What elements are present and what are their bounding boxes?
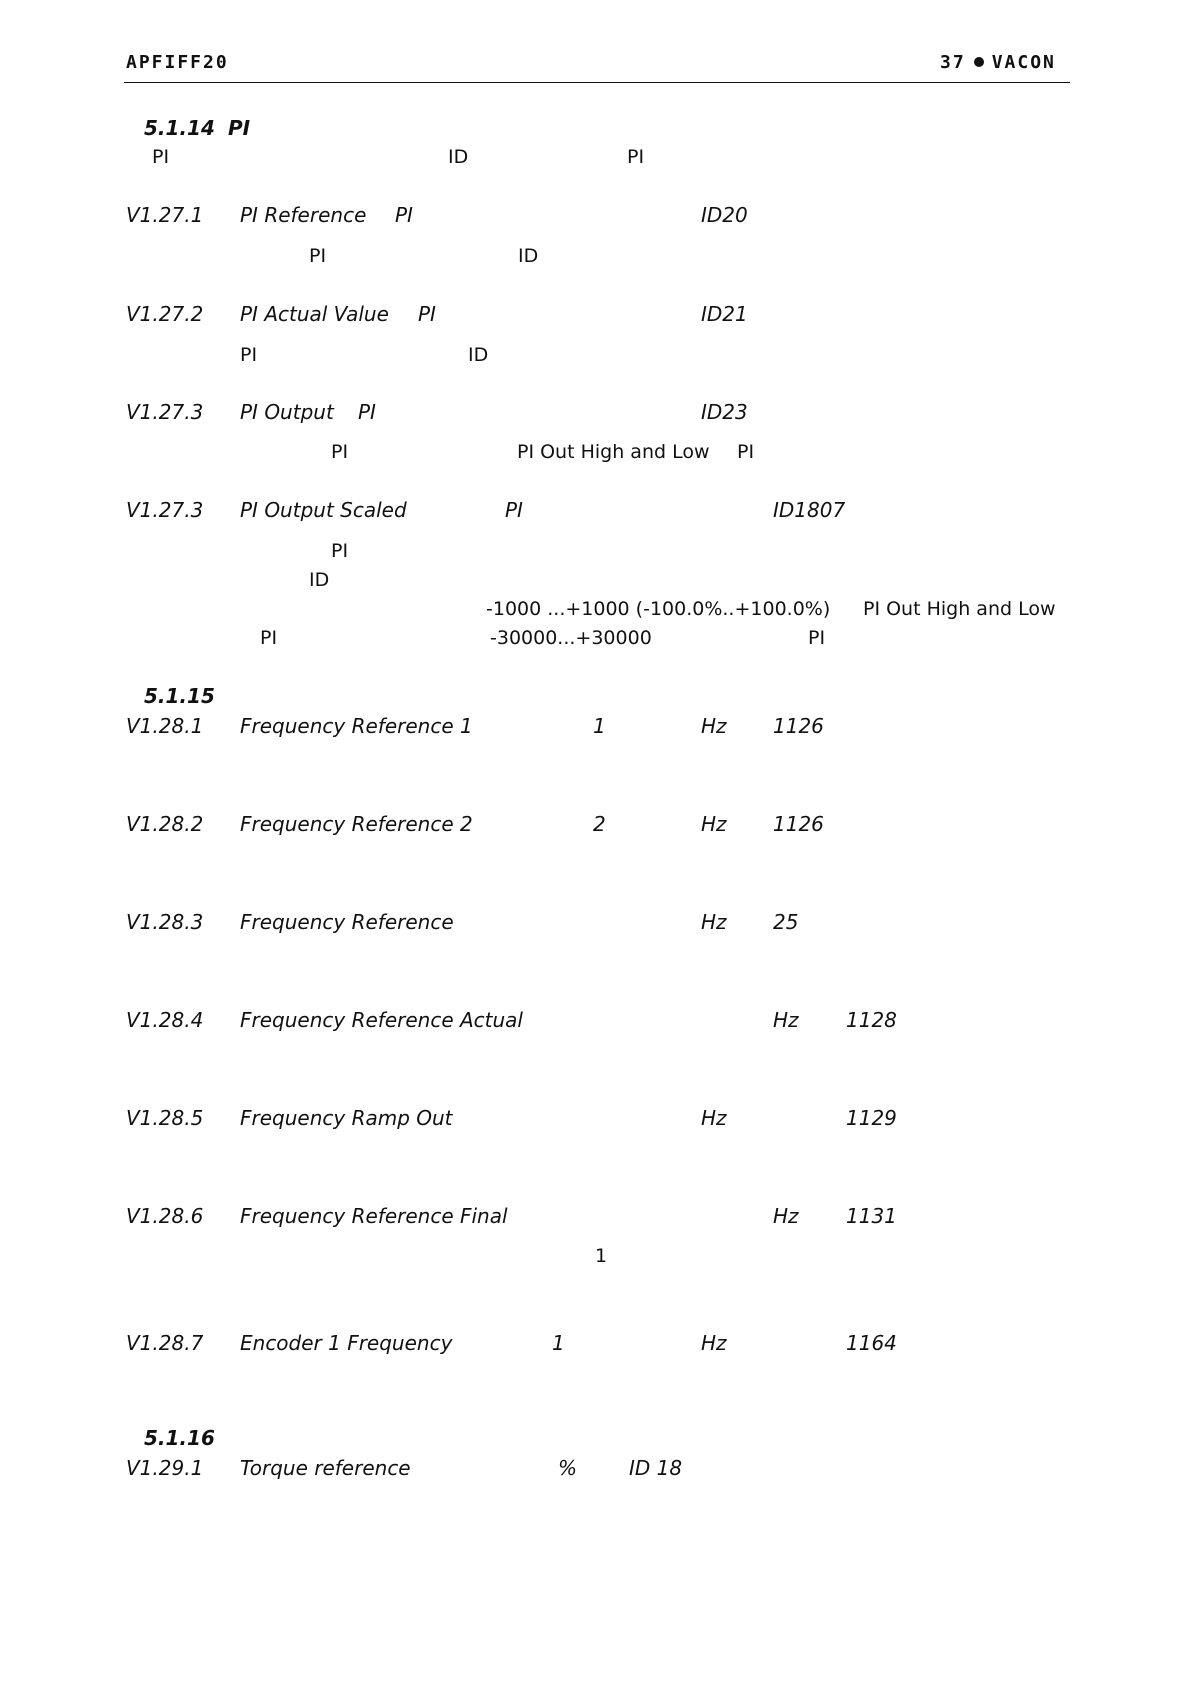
param-code: V1.27.1: [126, 203, 204, 227]
param-desc: PI: [260, 627, 278, 649]
param-desc: PI: [331, 540, 349, 562]
param-id: 1129: [846, 1106, 897, 1130]
param-code: V1.28.1: [126, 714, 204, 738]
param-unit: Hz: [773, 1008, 799, 1032]
param-unit: Hz: [701, 812, 727, 836]
page-header-right: [940, 52, 1056, 73]
param-name-alt: PI: [358, 400, 376, 424]
brand-name: VACON: [991, 52, 1056, 73]
param-name: Encoder 1 Frequency: [240, 1331, 453, 1355]
param-name: PI Output: [240, 400, 334, 424]
param-name: Frequency Reference 2: [240, 812, 473, 836]
intro-text: PI: [627, 146, 645, 168]
param-name-alt: PI: [395, 203, 413, 227]
param-name: Frequency Ramp Out: [240, 1106, 453, 1130]
param-desc: PI: [240, 344, 258, 366]
param-desc: ID: [309, 569, 330, 591]
param-id: ID1807: [773, 498, 846, 522]
param-unit: Hz: [701, 1331, 727, 1355]
param-id: ID23: [701, 400, 748, 424]
param-id: 1131: [846, 1204, 897, 1228]
param-code: V1.28.6: [126, 1204, 204, 1228]
bullet-icon: [974, 57, 984, 67]
param-name: Frequency Reference: [240, 910, 454, 934]
param-id: ID21: [701, 302, 748, 326]
param-code: V1.28.4: [126, 1008, 204, 1032]
param-id: ID 18: [629, 1456, 683, 1480]
param-desc: 1: [595, 1245, 608, 1267]
param-desc: PI Out High and Low: [863, 598, 1056, 620]
param-id: 1126: [773, 812, 824, 836]
intro-text: ID: [448, 146, 469, 168]
param-name: Frequency Reference Final: [240, 1204, 508, 1228]
param-code: V1.28.2: [126, 812, 204, 836]
param-desc: -1000 ...+1000 (-100.0%..+100.0%): [486, 598, 831, 620]
param-desc: PI: [331, 441, 349, 463]
param-desc: PI Out High and Low: [517, 441, 710, 463]
param-unit: Hz: [701, 1106, 727, 1130]
param-desc: -30000...+30000: [490, 627, 652, 649]
param-desc: ID: [468, 344, 489, 366]
param-number: 1: [593, 714, 606, 738]
param-number: 1: [552, 1331, 565, 1355]
param-name-alt: PI: [505, 498, 523, 522]
param-id: ID20: [701, 203, 748, 227]
param-unit: Hz: [701, 910, 727, 934]
param-unit: Hz: [701, 714, 727, 738]
param-code: V1.27.3: [126, 400, 204, 424]
param-name-alt: PI: [418, 302, 436, 326]
param-id: 1128: [846, 1008, 897, 1032]
param-unit: %: [558, 1456, 578, 1480]
section-number-5-1-15: 5.1.15: [144, 684, 215, 708]
param-id: 1164: [846, 1331, 897, 1355]
page-number: 37: [940, 52, 966, 73]
param-code: V1.28.5: [126, 1106, 204, 1130]
param-number: 2: [593, 812, 606, 836]
param-desc: PI: [808, 627, 826, 649]
section-title-5-1-14: PI: [228, 116, 251, 140]
param-name: Frequency Reference Actual: [240, 1008, 523, 1032]
section-number-5-1-16: 5.1.16: [144, 1426, 215, 1450]
param-desc: PI: [309, 245, 327, 267]
param-unit: Hz: [773, 1204, 799, 1228]
param-id: 25: [773, 910, 799, 934]
intro-text: PI: [152, 146, 170, 168]
section-number-5-1-14: 5.1.14: [144, 116, 215, 140]
param-name: PI Output Scaled: [240, 498, 407, 522]
param-name: Frequency Reference 1: [240, 714, 473, 738]
header-rule: [124, 82, 1070, 83]
document-code: APFIFF20: [126, 52, 229, 73]
param-desc: ID: [518, 245, 539, 267]
param-code: V1.28.7: [126, 1331, 204, 1355]
param-id: 1126: [773, 714, 824, 738]
param-code: V1.27.2: [126, 302, 204, 326]
param-desc: PI: [737, 441, 755, 463]
param-name: PI Reference: [240, 203, 367, 227]
param-code: V1.27.3: [126, 498, 204, 522]
param-name: PI Actual Value: [240, 302, 389, 326]
param-code: V1.28.3: [126, 910, 204, 934]
param-code: V1.29.1: [126, 1456, 204, 1480]
param-name: Torque reference: [240, 1456, 411, 1480]
